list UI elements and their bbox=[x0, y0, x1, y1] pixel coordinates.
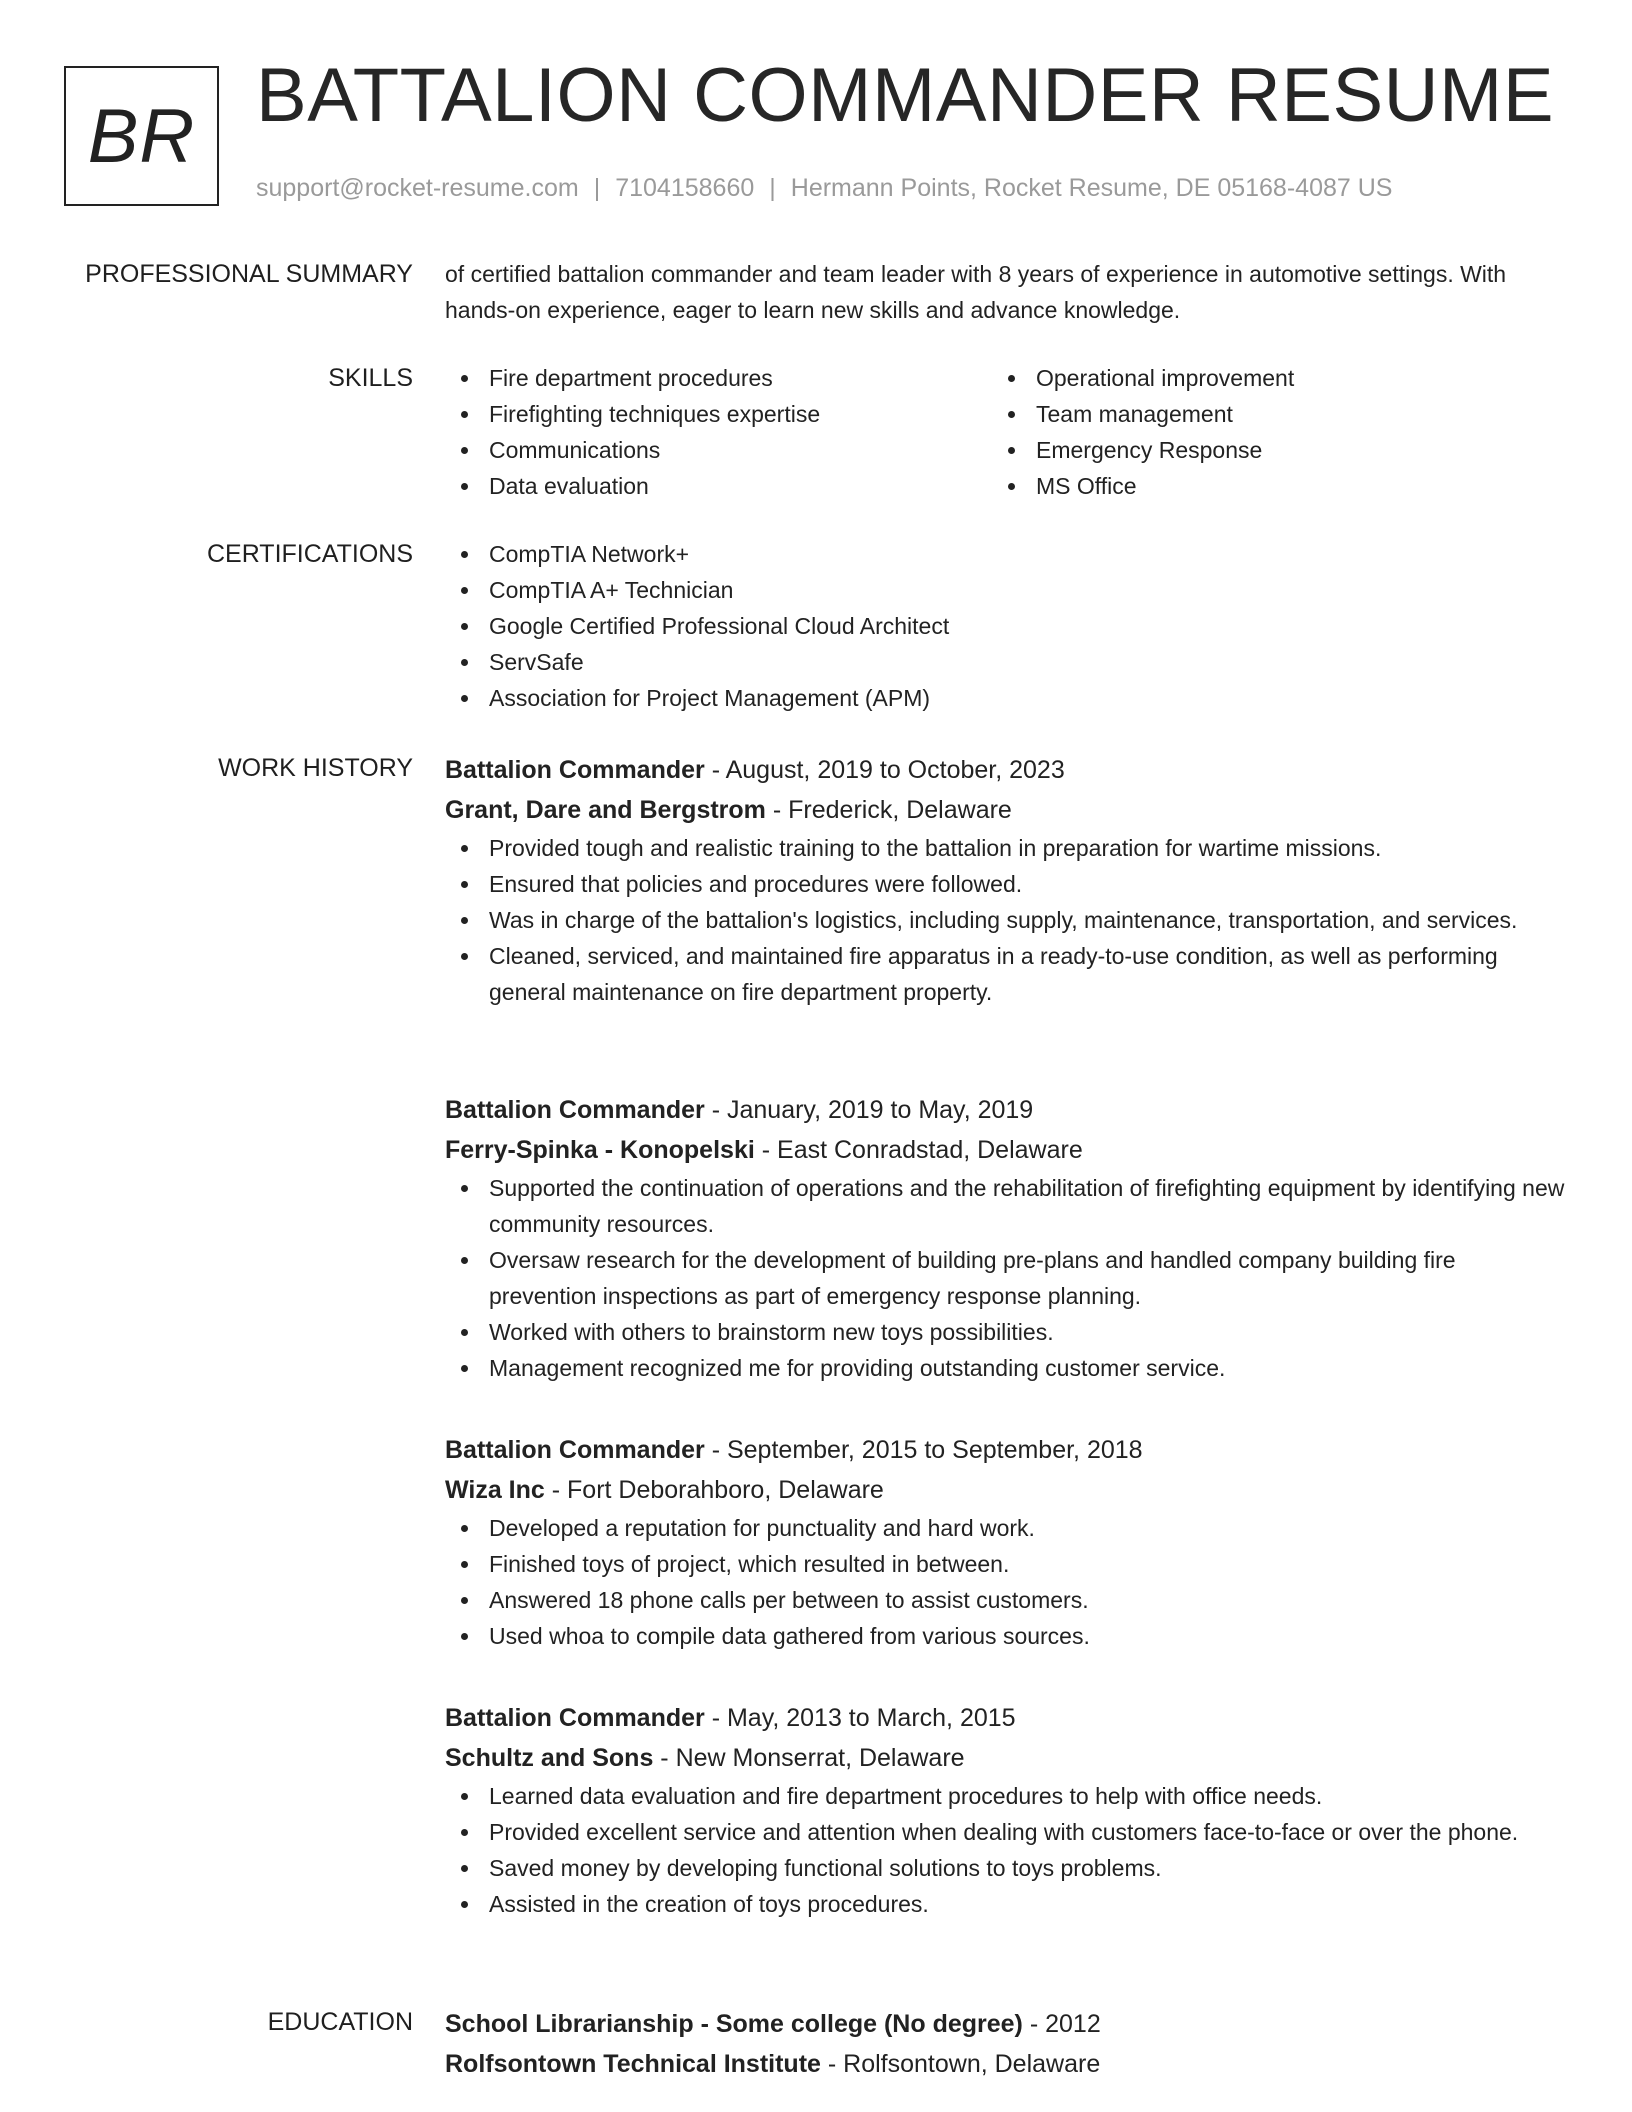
job-duties bbox=[445, 1170, 1565, 1386]
job-employer-line bbox=[445, 1738, 1565, 1778]
job-title: Battalion Commander bbox=[445, 756, 705, 784]
duty-item: Provided excellent service and attention when dealing with customers face-to-face or over the phone. bbox=[445, 1814, 1565, 1850]
job-dates: - August, 2019 to October, 2023 bbox=[704, 756, 1065, 784]
job-employer-line bbox=[445, 790, 1565, 830]
duty-item: Developed a reputation for punctuality and hard work. bbox=[445, 1510, 1565, 1546]
email-link[interactable]: support@rocket-resume.com bbox=[256, 174, 579, 202]
job-location: - East Conradstad, Delaware bbox=[754, 1136, 1083, 1164]
duty-item: Ensured that policies and procedures were followed. bbox=[445, 866, 1565, 902]
separator: | bbox=[593, 174, 601, 202]
separator: | bbox=[769, 174, 776, 202]
section-label-certifications: CERTIFICATIONS bbox=[206, 540, 413, 568]
job-title: Battalion Commander bbox=[445, 1704, 705, 1732]
skill-item: Emergency Response bbox=[992, 432, 1539, 468]
job-title: Battalion Commander bbox=[445, 1436, 705, 1464]
job-employer: Wiza Inc bbox=[445, 1476, 545, 1504]
job-entry bbox=[445, 1698, 1565, 1922]
certification-item: CompTIA A+ Technician bbox=[445, 572, 1565, 608]
job-title-line bbox=[445, 750, 1565, 790]
job-employer-line bbox=[445, 1130, 1565, 1170]
job-dates: - January, 2019 to May, 2019 bbox=[704, 1096, 1034, 1124]
skill-item: Communications bbox=[445, 432, 992, 468]
section-label-work-history: WORK HISTORY bbox=[218, 754, 413, 782]
job-employer-line bbox=[445, 1470, 1565, 1510]
certifications-list bbox=[445, 536, 1565, 716]
graduation-year: - 2012 bbox=[1022, 2010, 1101, 2038]
skill-item: Operational improvement bbox=[992, 360, 1539, 396]
section-label-education: EDUCATION bbox=[267, 2008, 413, 2036]
job-entry bbox=[445, 1430, 1565, 1654]
skill-item: Team management bbox=[992, 396, 1539, 432]
job-dates: - May, 2013 to March, 2015 bbox=[704, 1704, 1016, 1732]
job-duties bbox=[445, 1510, 1565, 1654]
job-title-line bbox=[445, 1090, 1565, 1130]
school-location: - Rolfsontown, Delaware bbox=[820, 2050, 1101, 2078]
job-location: - Frederick, Delaware bbox=[765, 796, 1012, 824]
skill-item: MS Office bbox=[992, 468, 1539, 504]
skill-item: Fire department procedures bbox=[445, 360, 992, 396]
job-title-line bbox=[445, 1698, 1565, 1738]
skill-item: Firefighting techniques expertise bbox=[445, 396, 992, 432]
school-line bbox=[445, 2044, 1565, 2084]
duty-item: Oversaw research for the development of building pre-plans and handled company building fire prevention inspections as part of emergency response planning. bbox=[445, 1242, 1565, 1314]
job-employer: Ferry-Spinka - Konopelski bbox=[445, 1136, 755, 1164]
certification-item: ServSafe bbox=[445, 644, 1565, 680]
contact-line bbox=[256, 174, 1392, 203]
school-name: Rolfsontown Technical Institute bbox=[445, 2050, 821, 2078]
job-employer: Grant, Dare and Bergstrom bbox=[445, 796, 766, 824]
section-label-summary: PROFESSIONAL SUMMARY bbox=[85, 260, 413, 288]
page-title: BATTALION COMMANDER RESUME bbox=[256, 53, 1555, 138]
job-location: - New Monserrat, Delaware bbox=[653, 1744, 965, 1772]
skills-column-right bbox=[992, 360, 1539, 504]
address: Hermann Points, Rocket Resume, DE 05168-4087 US bbox=[790, 174, 1393, 202]
section-label-skills: SKILLS bbox=[328, 364, 413, 392]
duty-item: Worked with others to brainstorm new toys possibilities. bbox=[445, 1314, 1565, 1350]
certification-item: Google Certified Professional Cloud Architect bbox=[445, 608, 1565, 644]
duty-item: Answered 18 phone calls per between to assist customers. bbox=[445, 1582, 1565, 1618]
job-duties bbox=[445, 830, 1565, 1010]
duty-item: Learned data evaluation and fire department procedures to help with office needs. bbox=[445, 1778, 1565, 1814]
job-employer: Schultz and Sons bbox=[445, 1744, 654, 1772]
duty-item: Was in charge of the battalion's logistics, including supply, maintenance, transportation, and services. bbox=[445, 902, 1565, 938]
job-entry bbox=[445, 750, 1565, 1010]
certification-item: CompTIA Network+ bbox=[445, 536, 1565, 572]
duty-item: Assisted in the creation of toys procedures. bbox=[445, 1886, 1565, 1922]
duty-item: Supported the continuation of operations and the rehabilitation of firefighting equipment by identifying new community resources. bbox=[445, 1170, 1565, 1242]
job-title: Battalion Commander bbox=[445, 1096, 705, 1124]
phone-number: 7104158660 bbox=[615, 174, 755, 202]
duty-item: Provided tough and realistic training to the battalion in preparation for wartime missions. bbox=[445, 830, 1565, 866]
duty-item: Cleaned, serviced, and maintained fire apparatus in a ready-to-use condition, as well as performing general maintenance on fire department property. bbox=[445, 938, 1565, 1010]
summary-text: of certified battalion commander and team leader with 8 years of experience in automotive settings. With hands-on experience, eager to learn new skills and advance knowledge. bbox=[445, 261, 1507, 323]
skill-item: Data evaluation bbox=[445, 468, 992, 504]
job-entry bbox=[445, 1090, 1565, 1386]
certification-item: Association for Project Management (APM) bbox=[445, 680, 1565, 716]
job-title-line bbox=[445, 1430, 1565, 1470]
degree-line bbox=[445, 2004, 1565, 2044]
monogram-logo: BR bbox=[64, 66, 219, 206]
job-dates: - September, 2015 to September, 2018 bbox=[704, 1436, 1143, 1464]
duty-item: Used whoa to compile data gathered from various sources. bbox=[445, 1618, 1565, 1654]
duty-item: Finished toys of project, which resulted in between. bbox=[445, 1546, 1565, 1582]
job-location: - Fort Deborahboro, Delaware bbox=[544, 1476, 884, 1504]
duty-item: Management recognized me for providing outstanding customer service. bbox=[445, 1350, 1565, 1386]
duty-item: Saved money by developing functional solutions to toys problems. bbox=[445, 1850, 1565, 1886]
degree: School Librarianship - Some college (No degree) bbox=[445, 2010, 1023, 2038]
skills-column-left bbox=[445, 360, 992, 504]
job-duties bbox=[445, 1778, 1565, 1922]
